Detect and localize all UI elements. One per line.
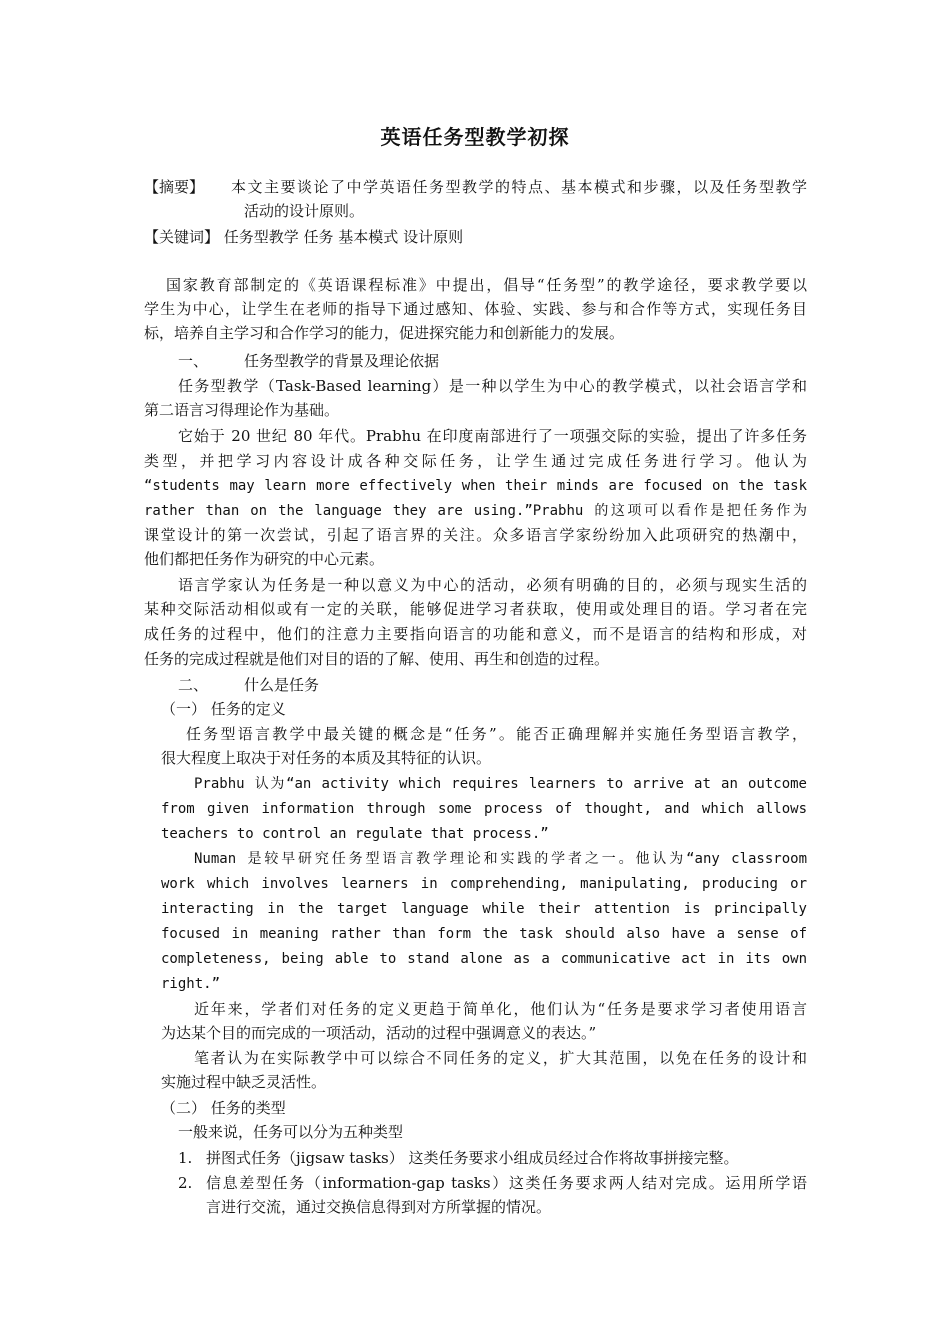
subsection-heading: （二） 任务的类型 xyxy=(161,1099,286,1117)
abstract-line: 本文主要谈论了中学英语任务型教学的特点、基本模式和步骤，以及任务型教学 xyxy=(231,178,807,196)
paragraph-line: 很大程度上取决于对任务的本质及其特征的认识。 xyxy=(161,749,492,767)
section-number: 二、 xyxy=(178,676,209,694)
quote-line: work which involves learners in comprehending, manipulating, producing or xyxy=(161,876,807,892)
intro-line: 标，培养自主学习和合作学习的能力，促进探究能力和创新能力的发展。 xyxy=(144,324,625,342)
paragraph-line: 课堂设计的第一次尝试，引起了语言界的关注。众多语言学家纷纷加入此项研究的热潮中， xyxy=(144,526,807,544)
keywords-line: 【关键词】 任务型教学 任务 基本模式 设计原则 xyxy=(144,228,464,246)
list-item: 言进行交流，通过交换信息得到对方所掌握的情况。 xyxy=(206,1198,552,1216)
paragraph-line: rather than on the language they are using.”Prabhu 的这项可以看作是把任务作为 xyxy=(144,503,807,519)
paragraph-line: 语言学家认为任务是一种以意义为中心的活动，必须有明确的目的，必须与现实生活的 xyxy=(178,576,807,594)
paragraph-line: “students may learn more effectively when their minds are focused on the task xyxy=(144,478,807,494)
quote-line: completeness, being able to stand alone as a communicative act in its own xyxy=(161,951,807,967)
paragraph-line: 第二语言习得理论作为基础。 xyxy=(144,401,340,419)
list-number: 1. xyxy=(178,1149,193,1167)
paragraph-line: 类型，并把学习内容设计成各种交际任务，让学生通过完成任务进行学习。他认为 xyxy=(144,452,807,470)
paragraph-line: 近年来，学者们对任务的定义更趋于简单化，他们认为“任务是要求学习者使用语言 xyxy=(194,1000,807,1018)
list-number: 2. xyxy=(178,1174,193,1192)
paragraph-line: 他们都把任务作为研究的中心元素。 xyxy=(144,550,385,568)
quote-line: interacting in the target language while their attention is principally xyxy=(161,901,807,917)
intro-line: 国家教育部制定的《英语课程标准》中提出，倡导“任务型”的教学途径，要求教学要以 xyxy=(166,276,807,294)
quote-line: right.” xyxy=(161,976,221,992)
section-heading: 任务型教学的背景及理论依据 xyxy=(244,352,440,370)
quote-line: from given information through some process of thought, and which allows xyxy=(161,801,807,817)
subsection-heading: （一） 任务的定义 xyxy=(161,700,286,718)
paragraph-line: 实施过程中缺乏灵活性。 xyxy=(161,1073,327,1091)
paragraph-line: 一般来说，任务可以分为五种类型 xyxy=(178,1123,404,1141)
paragraph-line: 任务型教学（Task-Based learning）是一种以学生为中心的教学模式，以社会语言学和 xyxy=(178,377,807,395)
document-title: 英语任务型教学初探 xyxy=(380,125,570,149)
paragraph-line: 为达某个目的而完成的一项活动，活动的过程中强调意义的表达。” xyxy=(161,1024,597,1042)
quote-line: teachers to control an regulate that process.” xyxy=(161,826,549,842)
paragraph-line: 任务型语言教学中最关键的概念是“任务”。能否正确理解并实施任务型语言教学， xyxy=(186,725,807,743)
paragraph-line: 它始于 20 世纪 80 年代。Prabhu 在印度南部进行了一项强交际的实验，提出了许多任务 xyxy=(178,427,807,445)
quote-line: Prabhu 认为“an activity which requires learners to arrive at an outcome xyxy=(194,776,807,792)
quote-line: focused in meaning rather than form the task should also have a sense of xyxy=(161,926,807,942)
quote-line: Numan 是较早研究任务型语言教学理论和实践的学者之一。他认为“any classroom xyxy=(194,851,807,867)
abstract-label: 【摘要】 xyxy=(144,178,205,196)
paragraph-line: 成任务的过程中，他们的注意力主要指向语言的功能和意义，而不是语言的结构和形成，对 xyxy=(144,625,807,643)
paragraph-line: 某种交际活动相似或有一定的关联，能够促进学习者获取，使用或处理目的语。学习者在完 xyxy=(144,600,807,618)
abstract-line: 活动的设计原则。 xyxy=(244,202,365,220)
paragraph-line: 笔者认为在实际教学中可以综合不同任务的定义，扩大其范围，以免在任务的设计和 xyxy=(194,1049,807,1067)
intro-line: 学生为中心，让学生在老师的指导下通过感知、体验、实践、参与和合作等方式，实现任务目 xyxy=(144,300,807,318)
paragraph-line: 任务的完成过程就是他们对目的语的了解、使用、再生和创造的过程。 xyxy=(144,650,610,668)
list-item: 信息差型任务（information-gap tasks）这类任务要求两人结对完成。运用所学语 xyxy=(206,1174,807,1192)
list-item: 拼图式任务（jigsaw tasks） 这类任务要求小组成员经过合作将故事拼接完整。 xyxy=(206,1149,739,1167)
section-number: 一、 xyxy=(178,352,209,370)
section-heading: 什么是任务 xyxy=(244,676,320,694)
